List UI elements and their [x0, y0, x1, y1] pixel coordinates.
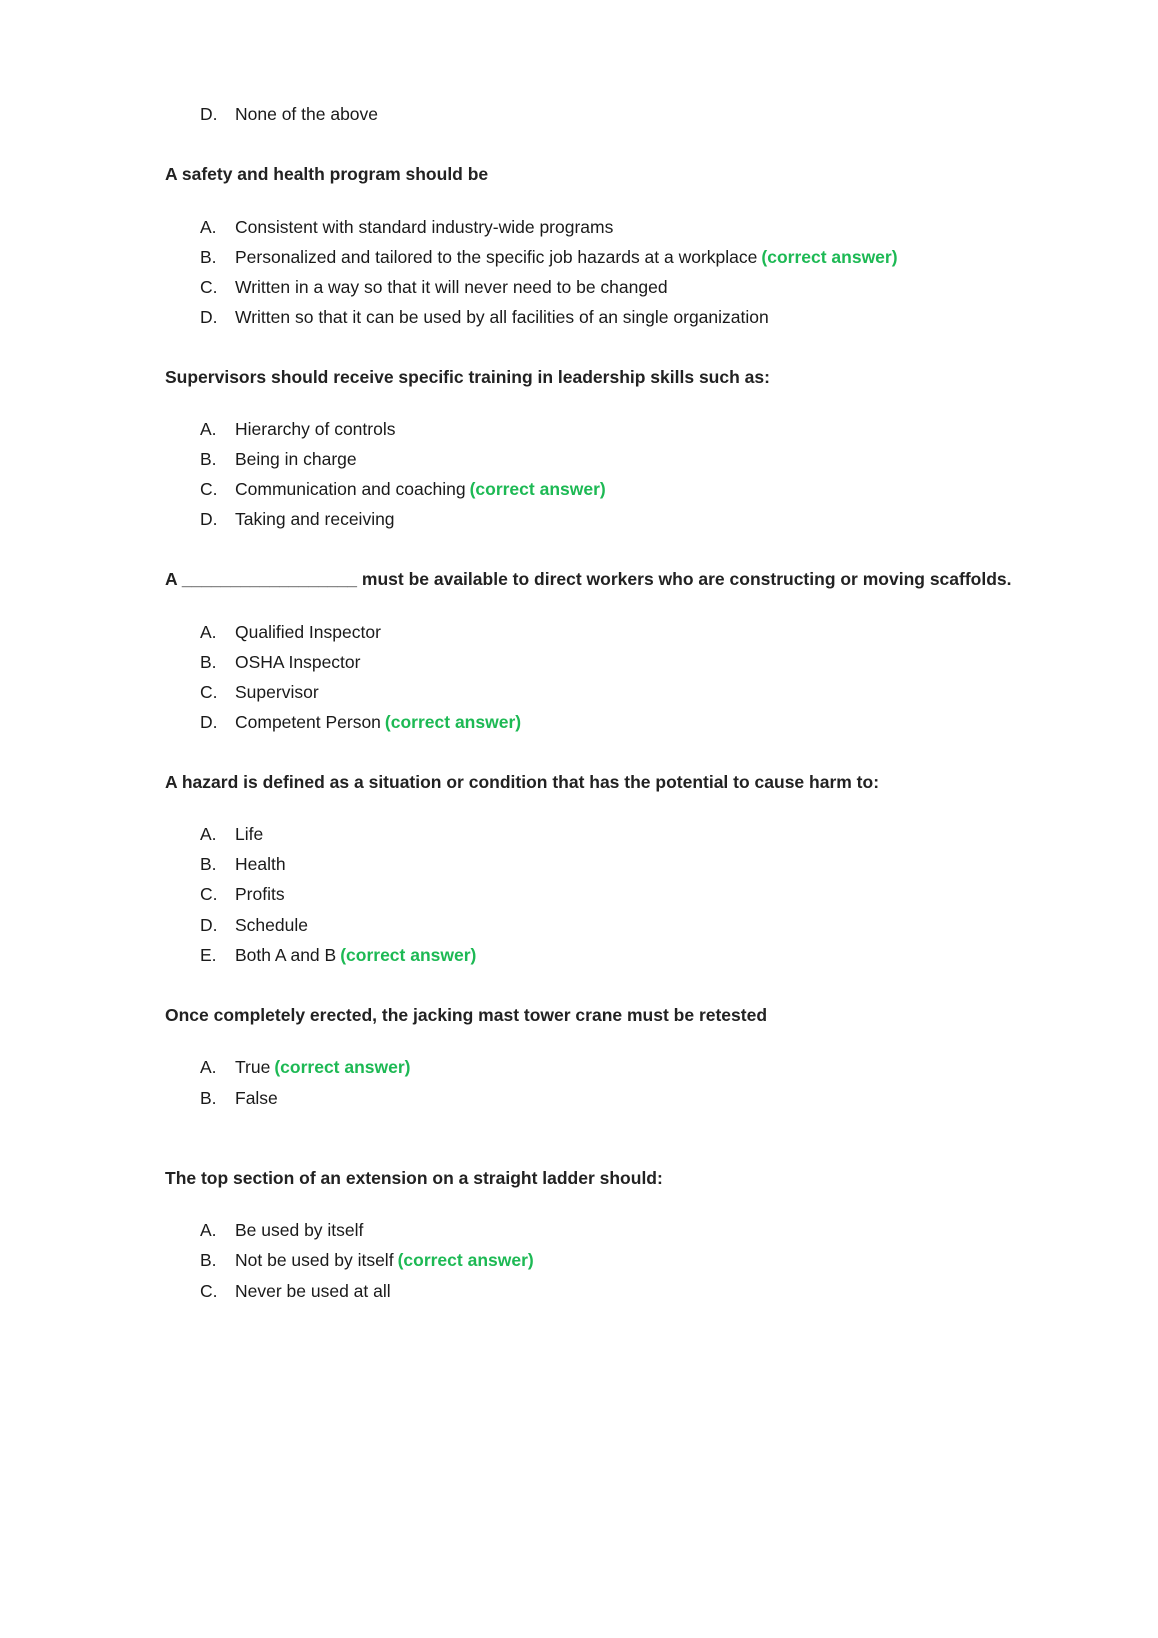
question-prompt: Once completely erected, the jacking mast tower crane must be retested [165, 1005, 768, 1025]
option-text: Not be used by itself [235, 1250, 394, 1270]
option-text: Personalized and tailored to the specific job hazards at a workplace [235, 247, 758, 267]
option-text: Supervisor [235, 682, 319, 702]
option-letter: D. [200, 915, 218, 935]
list-item [200, 419, 395, 440]
correct-answer-label: (correct answer) [397, 1250, 534, 1270]
option-letter: C. [200, 682, 218, 702]
option-letter: B. [200, 449, 217, 469]
list-item [200, 945, 476, 966]
option-letter: E. [200, 945, 217, 965]
list-item [200, 915, 308, 936]
option-letter: A. [200, 1220, 217, 1240]
option-letter: D. [200, 104, 218, 124]
list-item [200, 854, 286, 875]
list-item [200, 824, 263, 845]
option-text: Written so that it can be used by all facilities of an single organization [235, 307, 769, 327]
option-text: Health [235, 854, 286, 874]
option-letter: B. [200, 854, 217, 874]
option-letter: A. [200, 419, 217, 439]
option-text: Be used by itself [235, 1220, 364, 1240]
option-text: True [235, 1057, 271, 1077]
list-item [200, 622, 381, 643]
option-letter: D. [200, 509, 218, 529]
option-letter: D. [200, 307, 218, 327]
list-item [200, 104, 378, 125]
option-text: Taking and receiving [235, 509, 395, 529]
correct-answer-label: (correct answer) [761, 247, 898, 267]
option-letter: B. [200, 247, 217, 267]
list-item [200, 247, 898, 268]
option-letter: A. [200, 217, 217, 237]
question-prompt: A safety and health program should be [165, 164, 489, 184]
option-text: Life [235, 824, 264, 844]
option-letter: B. [200, 1088, 217, 1108]
question-prompt: A hazard is defined as a situation or condition that has the potential to cause harm to: [165, 772, 880, 792]
option-text: Hierarchy of controls [235, 419, 396, 439]
question-prompt: The top section of an extension on a straight ladder should: [165, 1168, 663, 1188]
option-letter: A. [200, 824, 217, 844]
option-text: Written in a way so that it will never need to be changed [235, 277, 668, 297]
list-item [200, 1250, 534, 1271]
list-item [200, 1220, 363, 1241]
option-letter: C. [200, 884, 218, 904]
list-item [200, 884, 285, 905]
list-item [200, 217, 613, 238]
option-text: Profits [235, 884, 285, 904]
list-item [200, 277, 668, 298]
correct-answer-label: (correct answer) [469, 479, 606, 499]
correct-answer-label: (correct answer) [384, 712, 522, 732]
list-item [200, 1057, 411, 1078]
list-item [200, 682, 319, 703]
list-item [200, 652, 360, 673]
list-item [200, 307, 769, 328]
question-prompt: Supervisors should receive specific training in leadership skills such as: [165, 367, 770, 387]
list-item [200, 509, 395, 530]
option-letter: A. [200, 1057, 217, 1077]
option-letter: B. [200, 652, 217, 672]
option-text: OSHA Inspector [235, 652, 361, 672]
option-text: Qualified Inspector [235, 622, 381, 642]
option-letter: C. [200, 277, 218, 297]
question-prompt: A __________________ must be available to direct workers who are constructing or moving scaffolds. [165, 569, 1012, 589]
option-text: Never be used at all [235, 1281, 391, 1301]
option-text: Consistent with standard industry-wide programs [235, 217, 614, 237]
option-text: Both A and B [235, 945, 337, 965]
option-letter: B. [200, 1250, 217, 1270]
correct-answer-label: (correct answer) [274, 1057, 411, 1077]
list-item [200, 712, 521, 733]
option-letter: C. [200, 479, 218, 499]
list-item [200, 1281, 391, 1302]
option-text: Schedule [235, 915, 308, 935]
option-letter: C. [200, 1281, 218, 1301]
list-item [200, 449, 357, 470]
list-item [200, 1088, 278, 1109]
correct-answer-label: (correct answer) [340, 945, 477, 965]
option-text: Being in charge [235, 449, 357, 469]
option-text: Communication and coaching [235, 479, 466, 499]
option-letter: D. [200, 712, 218, 732]
option-text: None of the above [235, 104, 379, 124]
option-text: Competent Person [235, 712, 381, 732]
option-text: False [235, 1088, 278, 1108]
option-letter: A. [200, 622, 217, 642]
list-item [200, 479, 606, 500]
